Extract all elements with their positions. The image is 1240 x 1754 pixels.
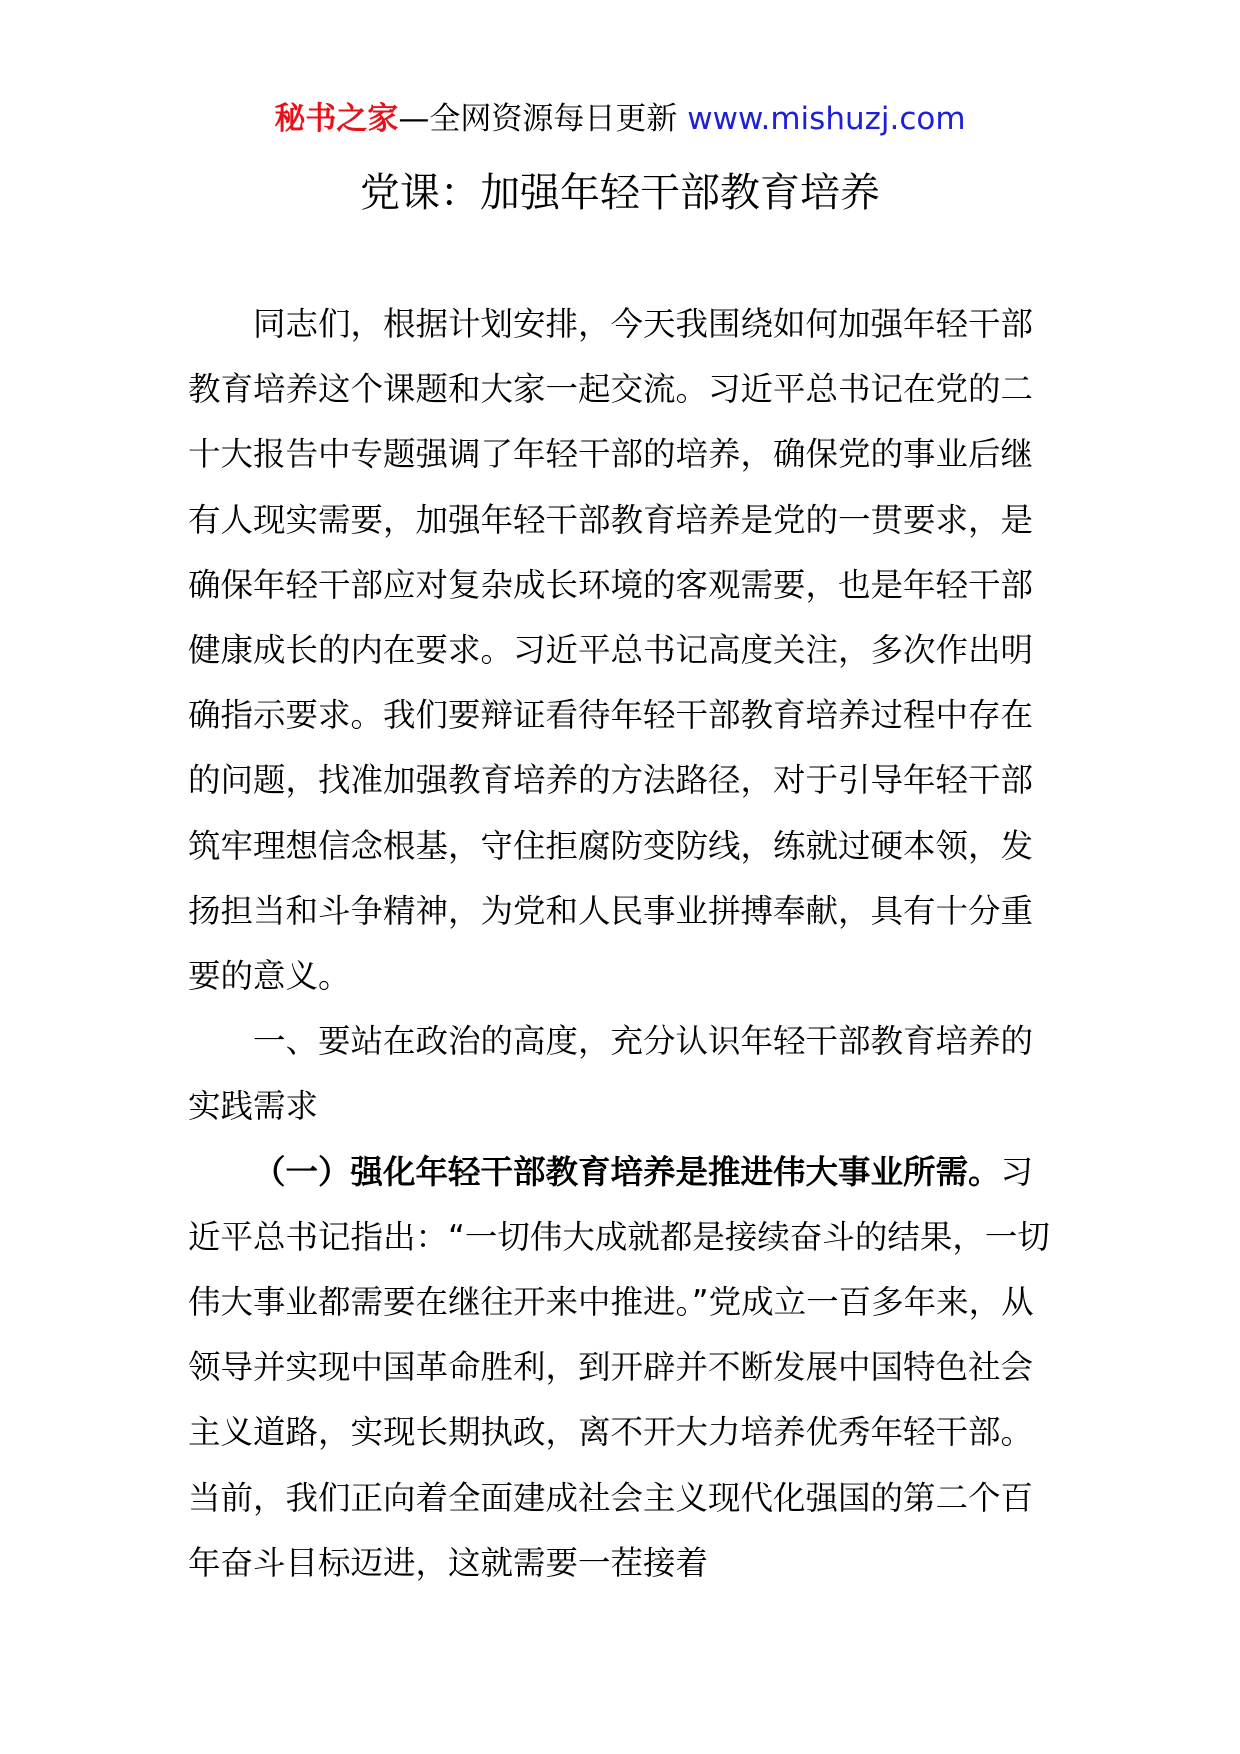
subsection-text: 习近平总书记指出：“一切伟大成就都是接续奋斗的结果，一切伟大事业都需要在继往开来中推进。”党成立一百多年来，从领导并实现中国革命胜利，到开辟并不断发展中国特色社会主义道路，实现长期执政，离不开大力培养优秀年轻干部。当前，我们正向着全面建成社会主义现代化强国的第二个百年奋斗目标迈进，这就需要一茬接着: [188, 1152, 1050, 1582]
header-tagline: —全网资源每日更新: [398, 101, 678, 137]
section-heading: 一、要站在政治的高度，充分认识年轻干部教育培养的实践需求: [188, 1022, 1034, 1126]
site-url-link[interactable]: www.mishuzj.com: [687, 101, 966, 137]
brand-name: 秘书之家: [274, 101, 399, 137]
document-body: [188, 292, 1054, 1596]
document-title: 党课：加强年轻干部教育培养: [360, 170, 880, 216]
intro-paragraph: 同志们，根据计划安排，今天我围绕如何加强年轻干部教育培养这个课题和大家一起交流。习近平总书记在党的二十大报告中专题强调了年轻干部的培养，确保党的事业后继有人现实需要，加强年轻干部教育培养是党的一贯要求，是确保年轻干部应对复杂成长环境的客观需要，也是年轻干部健康成长的内在要求。习近平总书记高度关注，多次作出明确指示要求。我们要辩证看待年轻干部教育培养过程中存在的问题，找准加强教育培养的方法路径，对于引导年轻干部筑牢理想信念根基，守住拒腐防变防线，练就过硬本领，发扬担当和斗争精神，为党和人民事业拼搏奉献，具有十分重要的意义。: [188, 305, 1034, 996]
subsection-heading: （一）强化年轻干部教育培养是推进伟大事业所需。: [253, 1152, 1001, 1191]
site-header: [0, 98, 1240, 140]
subsection-paragraph: [188, 1140, 1054, 1596]
